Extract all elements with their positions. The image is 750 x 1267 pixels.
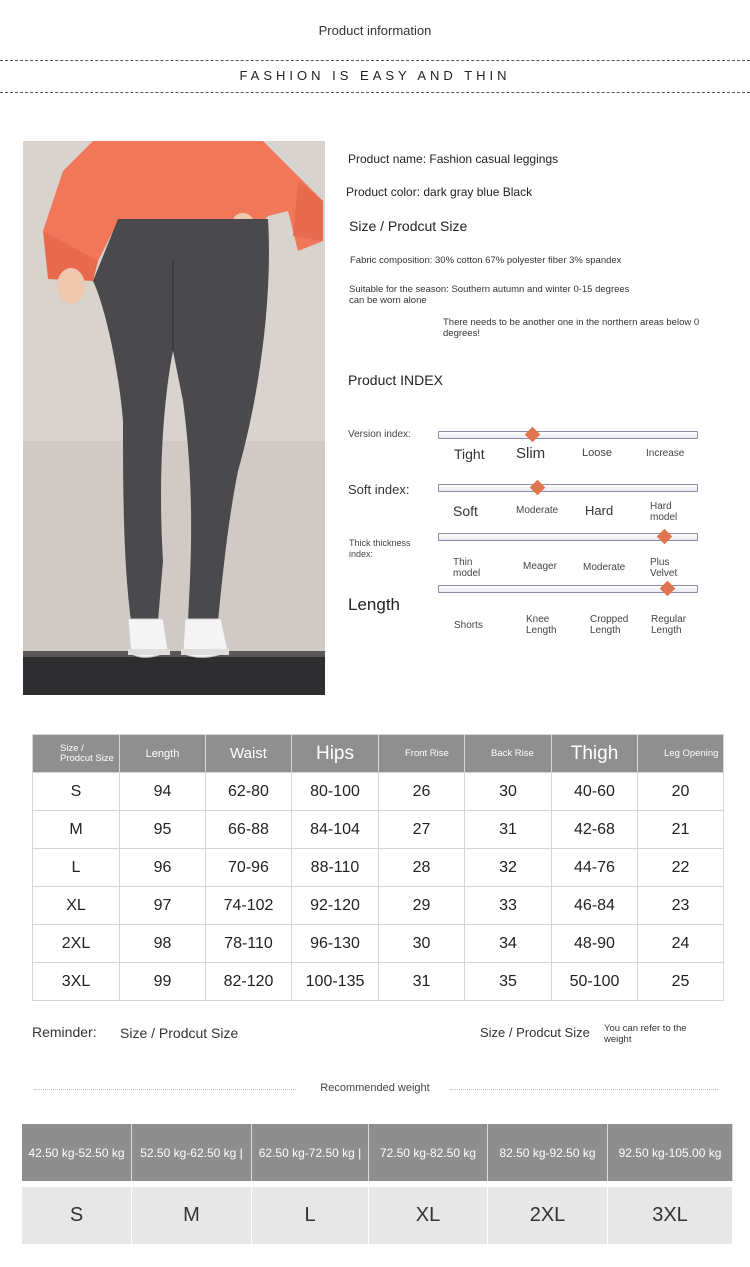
weight-size-cell: 2XL (488, 1187, 608, 1244)
cell-hips: 100-135 (292, 963, 379, 1001)
size-heading: Size / Prodcut Size (349, 218, 468, 234)
cell-back-rise: 35 (465, 963, 552, 1001)
cell-size: XL (33, 887, 120, 925)
cell-hips: 92-120 (292, 887, 379, 925)
cell-size: S (33, 773, 120, 811)
cell-back-rise: 34 (465, 925, 552, 963)
cell-front-rise: 27 (379, 811, 465, 849)
soft-index-label: Soft index: (348, 482, 410, 497)
cell-waist: 70-96 (206, 849, 292, 887)
north-note-1: There needs to be another one in the northern areas below 0 (443, 317, 700, 328)
thick-index-label: Thick thickness index: (349, 538, 411, 559)
weight-range-cell: 52.50 kg-62.50 kg | (132, 1124, 252, 1181)
cell-thigh: 44-76 (552, 849, 638, 887)
header-front-rise: Front Rise (379, 735, 465, 773)
cell-leg-opening: 25 (638, 963, 724, 1001)
product-photo (23, 141, 325, 695)
weight-range-cell: 92.50 kg-105.00 kg (608, 1124, 733, 1181)
cell-front-rise: 31 (379, 963, 465, 1001)
cell-waist: 74-102 (206, 887, 292, 925)
cell-leg-opening: 21 (638, 811, 724, 849)
table-row (33, 887, 724, 925)
weight-range-cell: 42.50 kg-52.50 kg (22, 1124, 132, 1181)
reminder-size-left: Size / Prodcut Size (120, 1025, 239, 1041)
thick-option-moderate: Moderate (583, 562, 626, 573)
reminder-size-right: Size / Prodcut Size (480, 1025, 590, 1040)
cell-length: 96 (120, 849, 206, 887)
table-row (33, 811, 724, 849)
weight-range-cell: 62.50 kg-72.50 kg | (252, 1124, 369, 1181)
soft-option-hard: Hard (585, 503, 614, 518)
soft-option-soft: Soft (453, 503, 478, 519)
cell-length: 98 (120, 925, 206, 963)
length-option-knee: Knee Length (526, 614, 557, 636)
size-table (32, 734, 724, 1001)
version-index-track (438, 431, 698, 439)
version-option-loose: Loose (582, 447, 612, 459)
length-label: Length (348, 595, 400, 614)
table-row (33, 963, 724, 1001)
version-index-label: Version index: (348, 429, 411, 440)
header-thigh: Thigh (552, 735, 638, 773)
cell-hips: 80-100 (292, 773, 379, 811)
header-waist: Waist (206, 735, 292, 773)
weight-size-cell: M (132, 1187, 252, 1244)
thick-option-meager: Meager (523, 561, 557, 572)
cell-length: 94 (120, 773, 206, 811)
header-length: Length (120, 735, 206, 773)
table-row (33, 925, 724, 963)
header-back-rise: Back Rise (465, 735, 552, 773)
cell-size: 3XL (33, 963, 120, 1001)
version-option-increase: Increase (646, 448, 685, 459)
cell-front-rise: 26 (379, 773, 465, 811)
weight-divider-right (450, 1089, 718, 1090)
weight-size-cell: S (22, 1187, 132, 1244)
cell-length: 95 (120, 811, 206, 849)
version-index-marker (524, 427, 540, 443)
reminder-label: Reminder: (32, 1024, 97, 1040)
thick-index-track (438, 533, 698, 541)
fabric-composition: Fabric composition: 30% cotton 67% polyester fiber 3% spandex (350, 255, 622, 266)
cell-waist: 78-110 (206, 925, 292, 963)
cell-leg-opening: 22 (638, 849, 724, 887)
weight-range-cell: 72.50 kg-82.50 kg (369, 1124, 488, 1181)
thick-index-marker (657, 529, 673, 545)
cell-hips: 96-130 (292, 925, 379, 963)
cell-waist: 82-120 (206, 963, 292, 1001)
cell-front-rise: 28 (379, 849, 465, 887)
product-name: Product name: Fashion casual leggings (348, 152, 559, 166)
header-leg-opening: Leg Opening (638, 735, 724, 773)
weight-size-cell: XL (369, 1187, 488, 1244)
divider-bottom (0, 92, 750, 93)
index-heading: Product INDEX (348, 372, 443, 388)
cell-back-rise: 33 (465, 887, 552, 925)
length-option-shorts: Shorts (454, 620, 483, 631)
cell-size: M (33, 811, 120, 849)
table-row (33, 773, 724, 811)
cell-leg-opening: 20 (638, 773, 724, 811)
weight-range-row (22, 1124, 733, 1181)
cell-front-rise: 30 (379, 925, 465, 963)
weight-heading: Recommended weight (320, 1082, 430, 1094)
cell-back-rise: 31 (465, 811, 552, 849)
soft-option-moderate: Moderate (516, 505, 559, 516)
weight-size-cell: L (252, 1187, 369, 1244)
cell-thigh: 40-60 (552, 773, 638, 811)
soft-index-marker (530, 480, 546, 496)
cell-length: 99 (120, 963, 206, 1001)
soft-index-track (438, 484, 698, 492)
version-option-slim: Slim (516, 445, 546, 462)
length-option-regular: Regular Length (651, 614, 687, 636)
cell-front-rise: 29 (379, 887, 465, 925)
thick-option-plus-velvet: Plus Velvet (650, 557, 678, 579)
weight-size-row (22, 1187, 733, 1244)
length-option-cropped: Cropped Length (590, 614, 629, 636)
header-size: Size / Prodcut Size (33, 735, 120, 773)
leggings-illustration (23, 141, 325, 695)
cell-length: 97 (120, 887, 206, 925)
version-option-tight: Tight (454, 446, 485, 462)
header-hips: Hips (292, 735, 379, 773)
length-index-track (438, 585, 698, 593)
length-index-marker (660, 581, 676, 597)
page-title: Product information (318, 23, 432, 38)
north-note-2: degrees! (443, 328, 480, 339)
soft-option-hard-model: Hard model (650, 501, 678, 523)
cell-size: 2XL (33, 925, 120, 963)
thick-option-thin: Thin model (453, 557, 481, 579)
size-table-header (33, 735, 724, 773)
cell-thigh: 46-84 (552, 887, 638, 925)
cell-leg-opening: 23 (638, 887, 724, 925)
cell-size: L (33, 849, 120, 887)
cell-thigh: 42-68 (552, 811, 638, 849)
cell-hips: 84-104 (292, 811, 379, 849)
slogan: FASHION IS EASY AND THIN (239, 68, 511, 83)
cell-leg-opening: 24 (638, 925, 724, 963)
table-row (33, 849, 724, 887)
season-line-1: Suitable for the season: Southern autumn and winter 0-15 degrees (349, 284, 630, 295)
cell-thigh: 50-100 (552, 963, 638, 1001)
season-line-2: can be worn alone (349, 295, 427, 306)
cell-thigh: 48-90 (552, 925, 638, 963)
divider-top (0, 60, 750, 61)
cell-hips: 88-110 (292, 849, 379, 887)
weight-size-cell: 3XL (608, 1187, 733, 1244)
size-table-body (33, 773, 724, 1001)
cell-back-rise: 32 (465, 849, 552, 887)
reminder-note: You can refer to the weight (604, 1023, 687, 1045)
cell-waist: 62-80 (206, 773, 292, 811)
cell-waist: 66-88 (206, 811, 292, 849)
weight-range-cell: 82.50 kg-92.50 kg (488, 1124, 608, 1181)
cell-back-rise: 30 (465, 773, 552, 811)
product-color: Product color: dark gray blue Black (346, 185, 533, 199)
